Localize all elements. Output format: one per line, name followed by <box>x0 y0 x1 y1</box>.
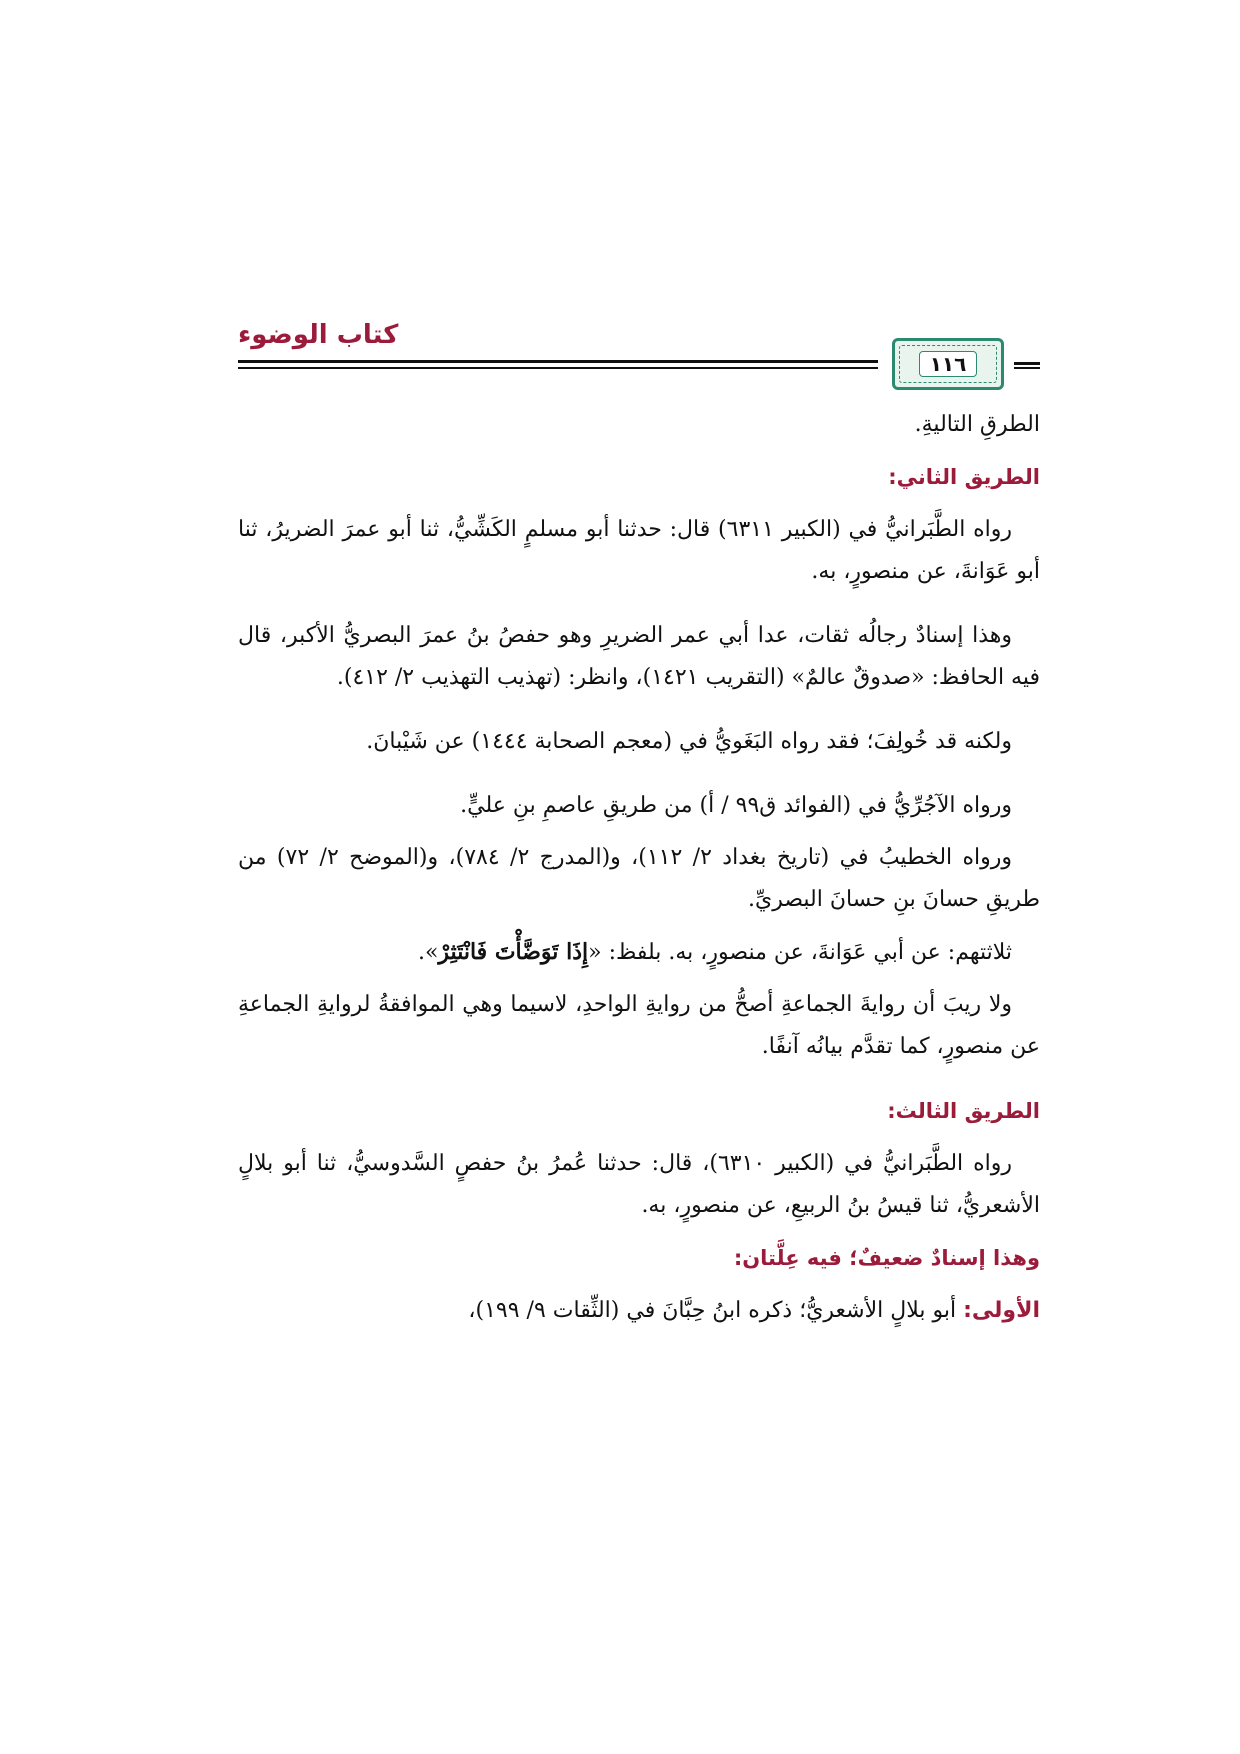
book-title: كتاب الوضوء <box>238 320 399 350</box>
first-defect-text: أبو بلالٍ الأشعريُّ؛ ذكره ابنُ حِبَّانَ في (الثِّقات ٩/ ١٩٩)، <box>468 1298 964 1323</box>
section-heading <box>238 456 1040 499</box>
paragraph-lead: ثلاثتهم: عن أبي عَوَانةَ، عن منصورٍ، به. بلفظ: « <box>588 940 1012 965</box>
paragraph: ورواه الخطيبُ في (تاريخ بغداد ٢/ ١١٢)، و(المدرج ٢/ ٧٨٤)، و(الموضح ٢/ ٧٢) من طريقِ حسانَ بنِ حسانَ البصريِّ. <box>238 845 1040 912</box>
paragraph: ولا ريبَ أن روايةَ الجماعةِ أصحُّ من روايةِ الواحدِ، لاسيما وهي الموافقةُ لروايةِ الجماعةِ عن منصورٍ، كما تقدَّم بيانُه آنفًا. <box>238 992 1040 1059</box>
page-header <box>238 320 1040 390</box>
heading-weak-isnad: وهذا إسنادٌ ضعيفٌ؛ فيه عِلَّتان: <box>733 1246 1040 1270</box>
section-heading <box>238 1090 1040 1133</box>
header-rule <box>238 360 878 369</box>
paragraph <box>238 931 1040 974</box>
paragraph: ولكنه قد خُولِفَ؛ فقد رواه البَغَويُّ في (معجم الصحابة ١٤٤٤) عن شَيْبانَ. <box>366 729 1012 754</box>
page-body <box>238 404 1040 1354</box>
section-heading <box>238 1237 1040 1280</box>
paragraph: وهذا إسنادٌ رجالُه ثقات، عدا أبي عمر الضريرِ وهو حفصُ بنُ عمرَ البصريُّ الأكبر، قال فيه الحافظ: «صدوقٌ عالمٌ» (التقريب ١٤٢١)، وانظر: (تهذيب التهذيب ٢/ ٤١٢). <box>238 623 1040 690</box>
paragraph <box>238 1290 1040 1332</box>
paragraph-tail: ». <box>417 940 439 965</box>
paragraph: رواه الطَّبَرانيُّ في (الكبير ٦٣١٠)، قال: حدثنا عُمرُ بنُ حفصٍ السَّدوسيُّ، ثنا أبو بلالٍ الأشعريُّ، ثنا قيسُ بنُ الربيعِ، عن منصورٍ، به. <box>238 1151 1040 1218</box>
heading-third-route: الطريق الثالث: <box>887 1099 1040 1123</box>
paragraph: ورواه الآجُرِّيُّ في (الفوائد ق٩٩ / أ) من طريقِ عاصمِ بنِ عليٍّ. <box>460 793 1012 818</box>
header-rule-right <box>1014 362 1040 369</box>
paragraph: رواه الطَّبَرانيُّ في (الكبير ٦٣١١) قال: حدثنا أبو مسلمٍ الكَشِّيُّ، ثنا أبو عمرَ الضريرُ، ثنا أبو عَوَانةَ، عن منصورٍ، به. <box>238 517 1040 584</box>
first-defect-label: الأولى: <box>963 1298 1040 1323</box>
heading-second-route: الطريق الثاني: <box>888 465 1040 489</box>
page-number: ١١٦ <box>919 351 978 377</box>
page-number-ornament <box>892 338 1004 390</box>
paragraph: الطرقِ التاليةِ. <box>914 412 1040 437</box>
hadith-quote: إِذَا تَوَضَّأْتَ فَانْتَثِرْ <box>438 939 589 965</box>
